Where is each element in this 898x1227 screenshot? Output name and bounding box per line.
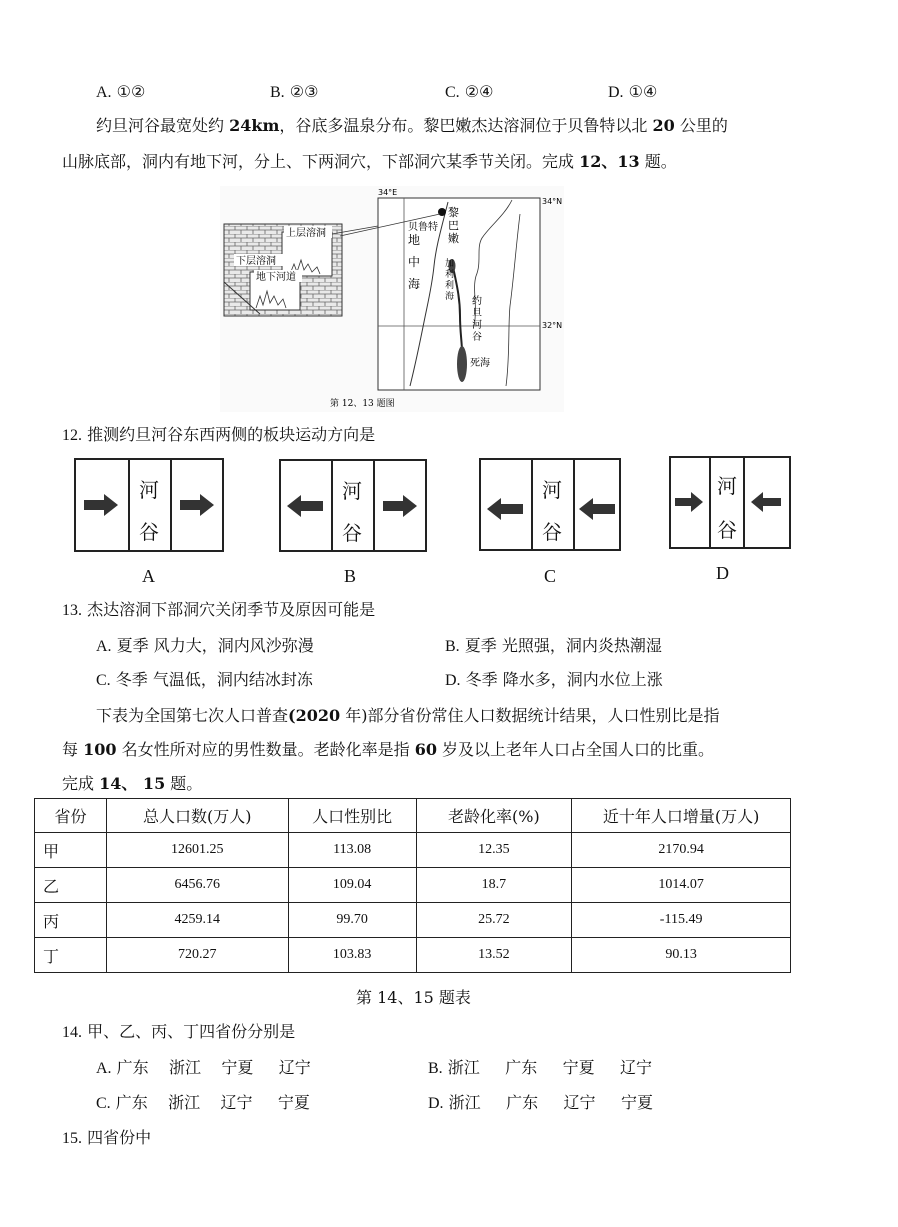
intro-14-15-line3: 完成 14、 15 题。 [62,774,203,793]
q12-stem: 12. 推测约旦河谷东西两侧的板块运动方向是 [62,425,376,444]
valley-char-2: 谷 [717,518,737,542]
population-table [34,798,791,973]
table-cell: 12601.25 [106,833,288,868]
q14-option-c: C. 广东 浙江 辽宁 宁夏 [96,1093,310,1112]
arrow-right-icon [180,494,216,516]
main-map [340,188,562,390]
arrow-left-icon [487,498,523,520]
plate-label-b: B [344,566,357,586]
header-decade-increase: 近十年人口增量(万人) [572,799,791,833]
table-cell: 25.72 [416,903,572,938]
map-caption: 第 12、13 题图 [330,399,395,409]
valley-char-1: 河 [342,479,362,503]
q14-option-d: D. 浙江 广东 辽宁 宁夏 [428,1093,653,1112]
arrow-right-icon [84,494,120,516]
arrow-right-icon [383,495,419,517]
table-row [35,938,791,973]
arrow-left-icon [287,495,323,517]
table-row [35,903,791,938]
beirut-label: 贝鲁特 [408,222,438,233]
intro-12-13-line1: 约旦河谷最宽处约 24km，谷底多温泉分布。黎巴嫩杰达溶洞位于贝鲁特以北 20 公里的 [96,116,728,135]
table-cell: 90.13 [572,938,791,973]
q11-option-a: A. ①② [96,82,146,101]
table-cell: 1014.07 [572,868,791,903]
table-row [35,833,791,868]
plate-label-d: D [716,563,729,583]
plate-diagram-d [669,456,791,549]
q13-option-c: C. 冬季 气温低，洞内结冰封冻 [96,670,313,689]
jordan-char-4: 谷 [472,332,482,343]
q13-stem: 13. 杰达溶洞下部洞穴关闭季节及原因可能是 [62,600,376,619]
valley-char-1: 河 [139,478,159,502]
galilee-char-3: 利 [445,281,455,291]
table-cell: 丙 [35,903,107,938]
q11-option-d: D. ①④ [608,82,658,101]
galilee-char-4: 海 [445,292,455,302]
intro-14-15-line1: 下表为全国第七次人口普查(2020 年)部分省份常住人口数据统计结果，人口性别比是指 [96,706,720,725]
galilee-char-2: 利 [445,270,455,280]
table-cell: 109.04 [288,868,416,903]
lebanon-char-3: 嫩 [448,232,459,245]
cave-inset [224,224,378,316]
arrow-right-icon [675,492,705,512]
jordan-char-1: 约 [472,296,482,307]
q14-option-a: A. 广东 浙江 宁夏 辽宁 [96,1058,311,1077]
table-cell: 乙 [35,868,107,903]
arrow-left-icon [751,492,781,512]
arrow-left-icon [579,498,615,520]
header-aging-rate: 老龄化率(%) [416,799,572,833]
table-row [35,868,791,903]
table-caption: 第 14、15 题表 [356,988,471,1007]
valley-char-1: 河 [717,474,737,498]
table-cell: 18.7 [416,868,572,903]
galilee-char-1: 加 [445,259,455,269]
table-cell: 丁 [35,938,107,973]
lat-mid-label: 32°N [542,321,563,330]
sea-char-2: 中 [408,255,421,269]
table-cell: 99.70 [288,903,416,938]
map-svg [220,186,564,412]
table-cell: 6456.76 [106,868,288,903]
q11-option-c: C. ②④ [445,82,494,101]
lat-top-label: 34°N [542,197,563,206]
table-cell: 2170.94 [572,833,791,868]
lon-label: 34°E [378,188,398,197]
valley-char-1: 河 [542,478,562,502]
plate-label-c: C [544,566,557,586]
intro-14-15-line2: 每 100 名女性所对应的男性数量。老龄化率是指 60 岁及以上老年人口占全国人口的比重。 [62,740,715,759]
table-cell: 甲 [35,833,107,868]
valley-char-2: 谷 [342,521,362,545]
table-header-row [35,799,791,833]
upper-cave-label: 上层溶洞 [286,228,326,239]
jordan-valley-map-figure [220,186,564,412]
plate-diagram-b [279,459,427,552]
plate-diagram-a [74,458,224,552]
sea-char-1: 地 [408,233,421,247]
header-total-population: 总人口数(万人) [106,799,288,833]
valley-char-2: 谷 [542,520,562,544]
header-province: 省份 [35,799,107,833]
q13-option-d: D. 冬季 降水多，洞内水位上涨 [445,670,663,689]
q15-stem: 15. 四省份中 [62,1128,152,1147]
q11-option-b: B. ②③ [270,82,319,101]
table-cell: 113.08 [288,833,416,868]
valley-char-2: 谷 [139,520,159,544]
q13-option-a: A. 夏季 风力大，洞内风沙弥漫 [96,636,314,655]
table-cell: -115.49 [572,903,791,938]
plate-diagram-c [479,458,621,551]
underground-river-label: 地下河道 [256,272,296,283]
intro-12-13-line2: 山脉底部，洞内有地下河，分上、下两洞穴，下部洞穴某季节关闭。完成 12、13 题。 [62,152,677,171]
table-cell: 13.52 [416,938,572,973]
jordan-char-3: 河 [472,320,482,331]
lower-cave-label: 下层溶洞 [236,256,276,267]
q14-option-b: B. 浙江 广东 宁夏 辽宁 [428,1058,653,1077]
header-sex-ratio: 人口性别比 [288,799,416,833]
lebanon-char-1: 黎 [448,206,459,219]
table-cell: 720.27 [106,938,288,973]
lebanon-char-2: 巴 [448,219,459,232]
dead-sea-label: 死海 [470,358,490,369]
sea-char-3: 海 [408,277,421,291]
plate-label-a: A [142,566,155,586]
q14-stem: 14. 甲、乙、丙、丁四省份分别是 [62,1022,296,1041]
q13-option-b: B. 夏季 光照强，洞内炎热潮湿 [445,636,662,655]
table-cell: 12.35 [416,833,572,868]
table-cell: 4259.14 [106,903,288,938]
table-cell: 103.83 [288,938,416,973]
jordan-char-2: 旦 [472,308,482,319]
